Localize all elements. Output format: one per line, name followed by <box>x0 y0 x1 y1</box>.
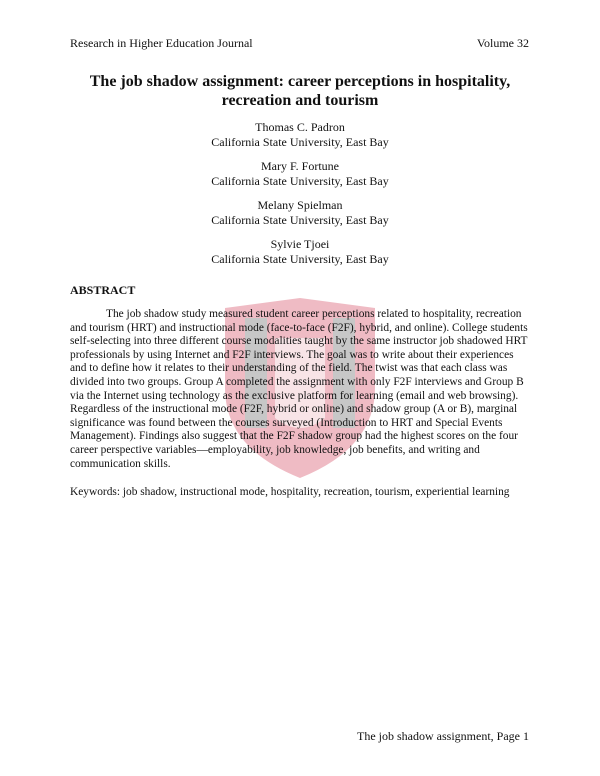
journal-name: Research in Higher Education Journal <box>70 36 253 50</box>
author-affiliation: California State University, East Bay <box>211 213 389 227</box>
abstract-heading: ABSTRACT <box>70 283 136 297</box>
author-affiliation: California State University, East Bay <box>211 174 389 188</box>
author-affiliation: California State University, East Bay <box>211 252 389 266</box>
author-block <box>0 159 600 189</box>
abstract-body: The job shadow study measured student career perceptions related to hospitality, recreation and tourism (HRT) and instructional mode (face-to-face (F2F), hybrid, and online). College students self-selecting into three different course modalities taught by the same instructor job shadowed HRT professionals by using Internet and F2F interviews. The goal was to write about their experiences and to define how it relates to their understanding of the field. The twist was that each class was divided into two groups. Group A completed the assignment with only F2F interviews and Group B via the Internet using technology as the exclusive platform for learning (email and web browsing). Regardless of the instructional mode (F2F, hybrid or online) and shadow group (A or B), marginal significance was found between the courses surveyed (Introduction to HRT and Special Events Management). Findings also suggest that the F2F shadow group had the highest scores on the four career perspective variables—employability, job knowledge, job benefits, and writing and communication skills. <box>70 308 528 470</box>
author-block <box>0 120 600 150</box>
author-name: Melany Spielman <box>257 198 343 212</box>
keywords-line: Keywords: job shadow, instructional mode, hospitality, recreation, tourism, experiential learning <box>70 486 510 498</box>
author-affiliation: California State University, East Bay <box>211 135 389 149</box>
volume-label: Volume 32 <box>476 36 529 50</box>
author-list <box>0 120 600 276</box>
running-header <box>70 36 529 51</box>
author-name: Thomas C. Padron <box>255 120 345 134</box>
author-name: Sylvie Tjoei <box>270 237 330 251</box>
author-name: Mary F. Fortune <box>260 159 340 173</box>
author-block <box>0 237 600 267</box>
paper-title: The job shadow assignment: career perceptions in hospitality, recreation and tourism <box>89 73 511 109</box>
author-block <box>0 198 600 228</box>
page-footer: The job shadow assignment, Page 1 <box>357 729 529 743</box>
